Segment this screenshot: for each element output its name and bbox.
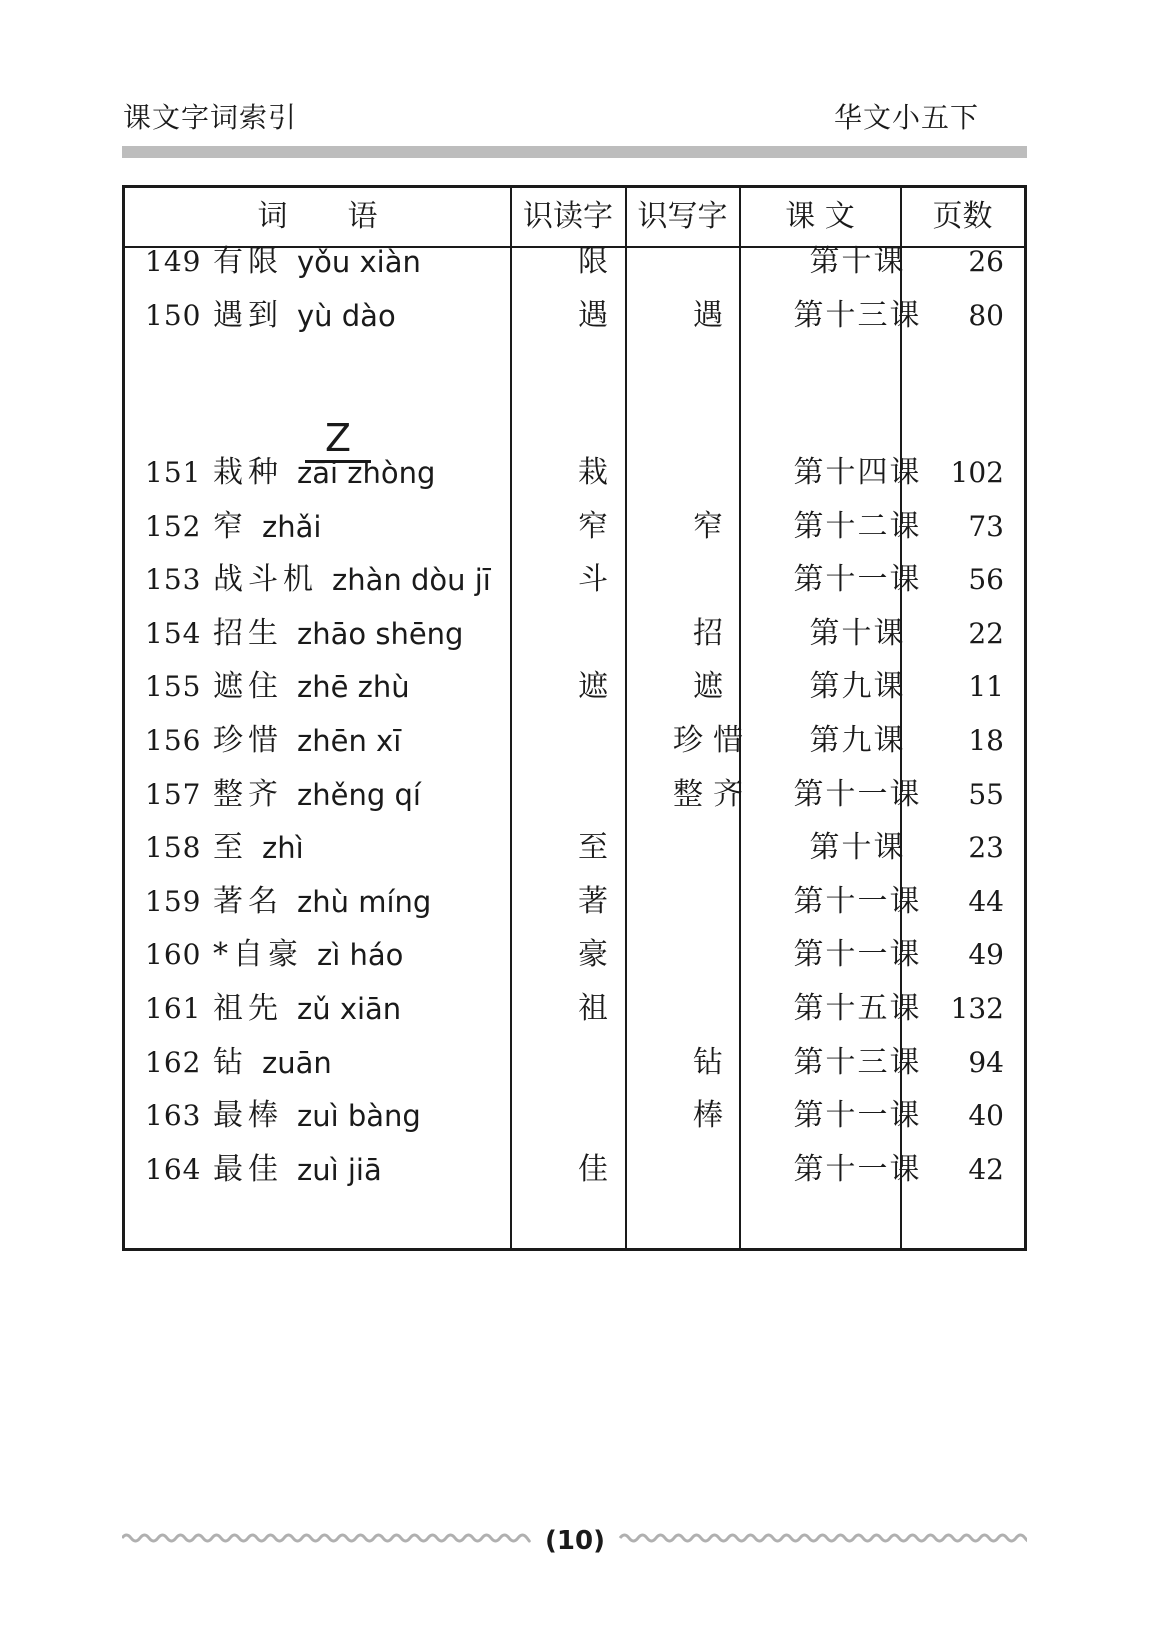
entry-word: 招生 [213,615,283,651]
entry-number: 160 [145,938,202,972]
entry-pinyin: zuān [262,1045,332,1080]
entry-page: 26 [968,245,1004,278]
entry-pinyin: zhù míng [297,884,432,919]
entry-word: 祖先 [213,991,283,1026]
entry-pinyin: zhǎi [262,509,322,544]
entry-read-char: 祖 [578,991,608,1026]
entry-pinyin: zǔ xiān [297,992,402,1026]
entry-pinyin: zuì bàng [297,1099,421,1134]
table-row [125,288,1024,344]
table-row [125,1088,1024,1144]
entry-read-char: 栽 [578,455,608,490]
entry-pinyin: zuì jiā [297,1152,382,1187]
table-row [125,874,1024,930]
word-index-table [122,185,1027,1251]
entry-lesson: 第十课 [809,615,906,651]
entry-word: 最棒 [213,1098,283,1134]
entry-read-char: 豪 [578,937,608,973]
entry-number: 156 [145,724,202,757]
column-header-read: 识读字 [523,199,613,234]
entry-word: 至 [213,830,248,866]
section-letter: Z [324,416,352,460]
entry-number: 157 [145,777,202,811]
entry-page: 132 [950,992,1004,1025]
column-header-lesson: 课 文 [785,199,855,234]
entry-number: 162 [145,1045,202,1079]
entry-lesson: 第九课 [809,723,906,758]
entry-write-char: 遮 [693,669,733,705]
table-row [125,1035,1024,1091]
entry-word: 钻 [213,1044,248,1080]
entry-pinyin: zhěng qí [297,777,421,812]
entry-number: 159 [145,884,202,918]
entry-pinyin: zāi zhòng [297,456,436,490]
entry-lesson: 第十二课 [793,508,922,544]
entry-word: *自豪 [213,937,303,973]
entry-write-char: 整齐 [673,776,753,812]
entry-page: 23 [968,831,1004,865]
column-header-page: 页数 [932,199,993,234]
table-row [125,981,1024,1037]
header-title-left: 课文字词索引 [123,101,298,134]
header-title-right: 华文小五下 [833,101,979,134]
entry-word: 战斗机 [213,562,318,598]
entry-number: 154 [145,616,202,650]
entry-word: 栽种 [213,455,283,490]
entry-read-char: 斗 [578,562,608,598]
entry-page: 56 [968,563,1004,597]
entry-page: 22 [968,616,1004,650]
entry-pinyin: zhēn xī [297,724,402,758]
entry-number: 161 [145,992,202,1025]
header-divider [122,146,1027,158]
table-row [125,820,1024,876]
entry-write-char: 遇 [693,298,733,333]
entry-word: 整齐 [213,776,283,812]
entry-number: 151 [145,456,202,489]
entry-number: 153 [145,563,202,597]
entry-pinyin: zhāo shēng [297,616,464,651]
entry-pinyin: yù dào [297,299,396,333]
entry-word: 最佳 [213,1151,283,1187]
entry-lesson: 第十一课 [793,776,922,812]
entry-page: 40 [968,1099,1004,1133]
entry-word: 珍惜 [213,723,283,758]
table-row [125,234,1024,290]
entry-number: 155 [145,670,202,704]
entry-page: 94 [968,1045,1004,1079]
entry-write-char: 棒 [693,1098,733,1134]
entry-lesson: 第十课 [809,830,906,866]
entry-lesson: 第十一课 [793,562,922,598]
entry-read-char: 至 [578,830,608,866]
entry-number: 152 [145,509,202,543]
entry-write-char: 钻 [693,1044,733,1080]
column-header-write: 识写字 [637,199,728,234]
entry-word: 遇到 [213,298,283,333]
entry-word: 窄 [213,508,248,544]
entry-lesson: 第十一课 [793,1151,922,1187]
entry-number: 163 [145,1099,202,1133]
entry-page: 44 [968,884,1004,918]
entry-pinyin: zhì [262,831,304,866]
entry-page: 18 [968,724,1004,757]
entry-write-char: 窄 [693,508,733,544]
table-row [125,713,1024,769]
entry-number: 149 [145,245,202,278]
entry-page: 73 [968,509,1004,543]
entry-lesson: 第十三课 [793,298,922,333]
entry-pinyin: zì háo [317,938,404,973]
table-row [125,927,1024,983]
entry-read-char: 遮 [578,669,608,705]
table-row [125,606,1024,662]
table-row [125,767,1024,823]
entry-lesson: 第十三课 [793,1044,922,1080]
entry-page: 42 [968,1152,1004,1186]
entry-number: 158 [145,831,202,865]
table-row [125,659,1024,715]
entry-number: 150 [145,299,202,332]
entry-page: 55 [968,777,1004,811]
entry-lesson: 第十五课 [793,991,922,1026]
entry-page: 11 [968,670,1004,704]
entry-read-char: 遇 [578,298,608,333]
table-row [125,445,1024,501]
entry-lesson: 第九课 [809,669,906,705]
entry-lesson: 第十课 [809,244,906,279]
entry-word: 遮住 [213,669,283,705]
page-number: (10) [545,1526,605,1556]
entry-word: 著名 [213,883,283,919]
entry-read-char: 限 [578,244,608,279]
entry-page: 80 [968,299,1004,332]
table-row [125,499,1024,555]
entry-pinyin: yǒu xiàn [297,245,421,279]
entry-lesson: 第十四课 [793,455,922,490]
entry-write-char: 招 [693,615,733,651]
entry-pinyin: zhē zhù [297,670,410,705]
entry-read-char: 著 [578,883,608,919]
entry-page: 102 [950,456,1004,489]
table-row [125,1142,1024,1198]
entry-write-char: 珍惜 [673,723,753,758]
entry-lesson: 第十一课 [793,1098,922,1134]
entry-number: 164 [145,1152,202,1186]
entry-read-char: 窄 [578,508,608,544]
entry-read-char: 佳 [578,1151,608,1187]
entry-word: 有限 [213,244,283,279]
entry-lesson: 第十一课 [793,937,922,973]
table-row [125,552,1024,608]
entry-lesson: 第十一课 [793,883,922,919]
column-header-word: 词 语 [257,199,378,234]
entry-pinyin: zhàn dòu jī [332,563,491,598]
entry-page: 49 [968,938,1004,972]
